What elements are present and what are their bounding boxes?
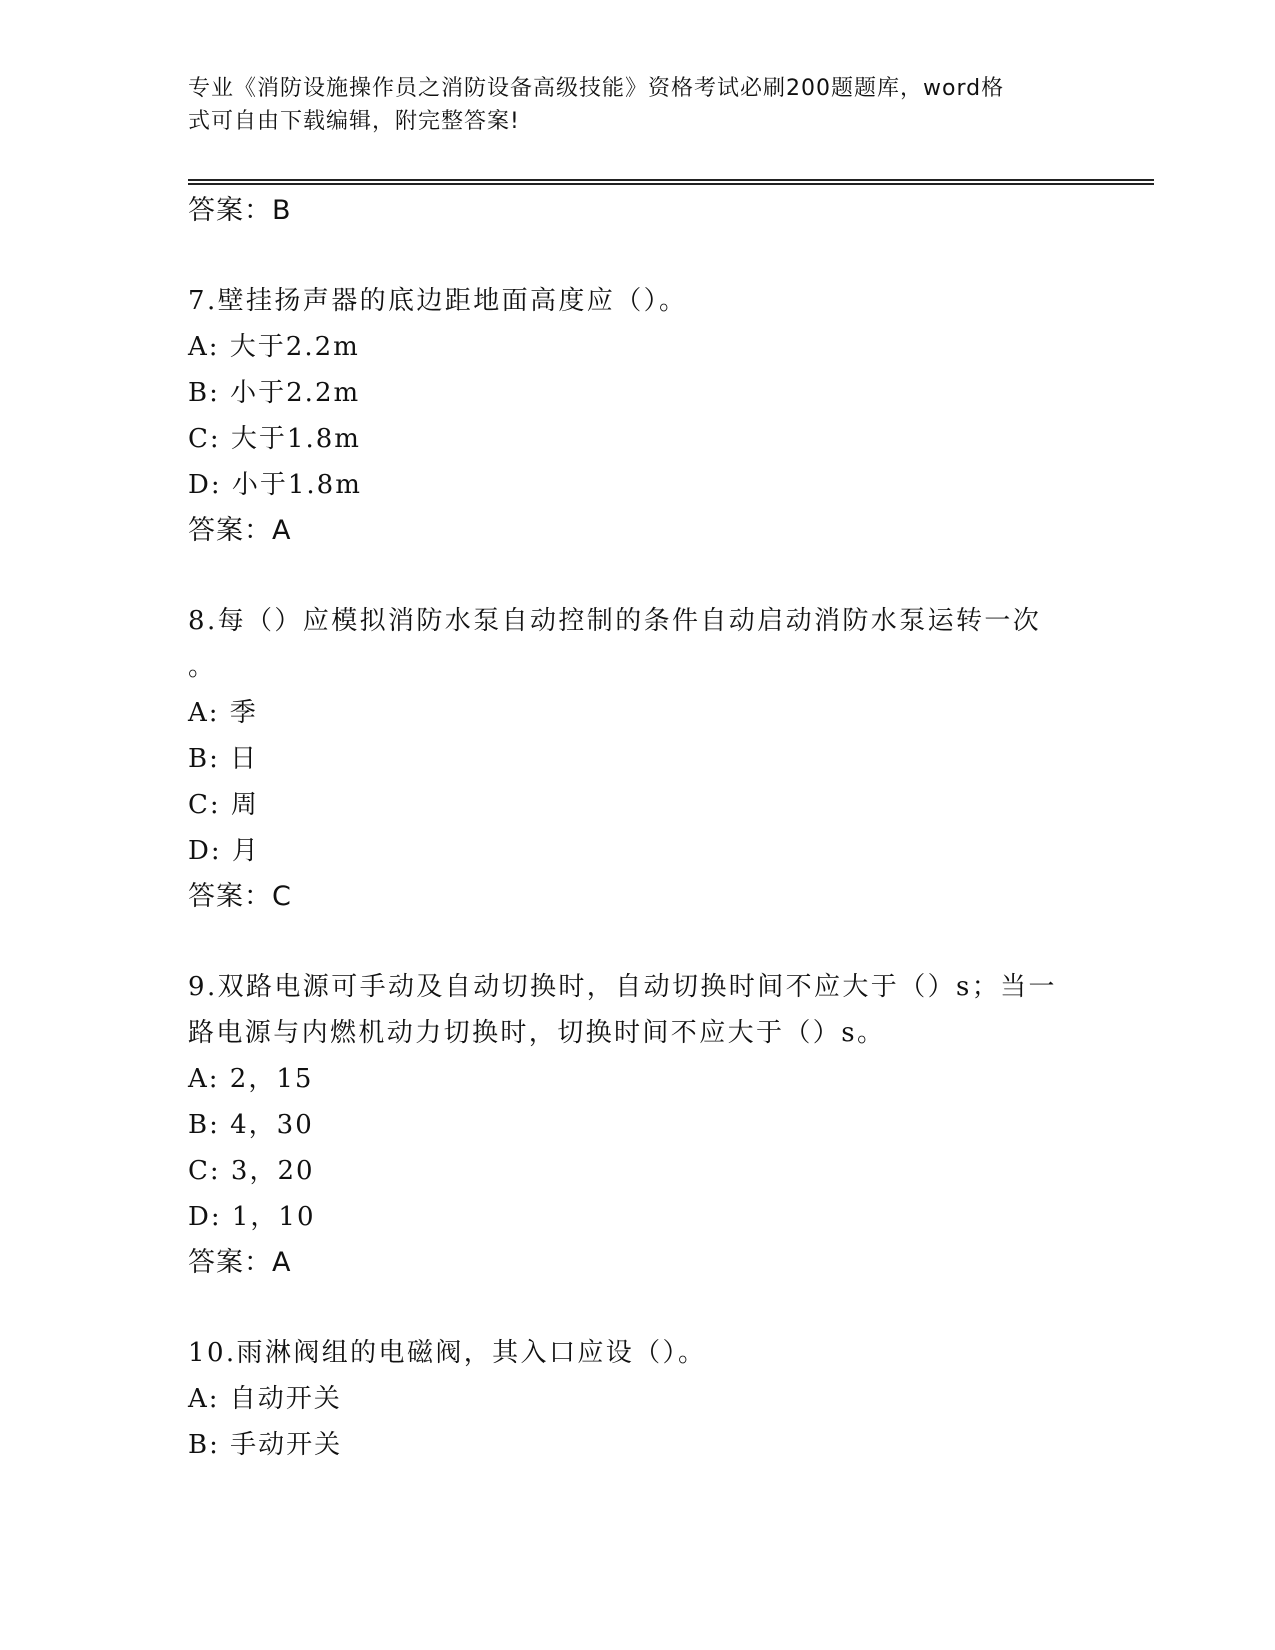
option-c: C: 3，20: [188, 1156, 315, 1186]
option-b: B: 手动开关: [188, 1430, 343, 1460]
question-stem: 10.雨淋阀组的电磁阀，其入口应设（）。: [188, 1338, 707, 1368]
question-7: [188, 278, 1088, 554]
question-10: [188, 1330, 1088, 1468]
option-a: A: 2，15: [188, 1064, 314, 1094]
option-c: C: 大于1.8m: [188, 424, 361, 454]
header-divider-top: [188, 179, 1154, 181]
document-header: [188, 72, 1058, 138]
question-9: [188, 964, 1088, 1286]
option-d: D: 月: [188, 836, 260, 866]
question-stem: 9.双路电源可手动及自动切换时，自动切换时间不应大于（）s；当一: [188, 972, 1057, 1002]
header-line-2: 式可自由下载编辑，附完整答案!: [188, 109, 520, 134]
option-b: B: 4，30: [188, 1110, 314, 1140]
option-d: D: 1，10: [188, 1202, 316, 1232]
option-d: D: 小于1.8m: [188, 470, 362, 500]
option-a: A: 自动开关: [188, 1384, 342, 1414]
answer-line: 答案：B: [188, 195, 292, 226]
option-c: C: 周: [188, 790, 259, 820]
question-stem: 8.每（）应模拟消防水泵自动控制的条件自动启动消防水泵运转一次: [188, 606, 1042, 636]
question-stem-continuation: 路电源与内燃机动力切换时，切换时间不应大于（）s。: [188, 1018, 886, 1048]
option-b: B: 小于2.2m: [188, 378, 361, 408]
question-stem: 7.壁挂扬声器的底边距地面高度应（）。: [188, 286, 688, 316]
question-8: [188, 598, 1088, 920]
option-a: A: 大于2.2m: [188, 332, 360, 362]
question-list: [188, 188, 1088, 1468]
option-b: B: 日: [188, 744, 259, 774]
answer-line: 答案：C: [188, 881, 292, 912]
answer-line: 答案：A: [188, 515, 292, 546]
answer-line: 答案：A: [188, 1247, 292, 1278]
header-line-1: 专业《消防设施操作员之消防设备高级技能》资格考试必刷200题题库，word格: [188, 76, 1005, 101]
header-divider-bottom: [188, 183, 1154, 185]
option-a: A: 季: [188, 698, 258, 728]
question-stem-continuation: 。: [188, 652, 217, 682]
